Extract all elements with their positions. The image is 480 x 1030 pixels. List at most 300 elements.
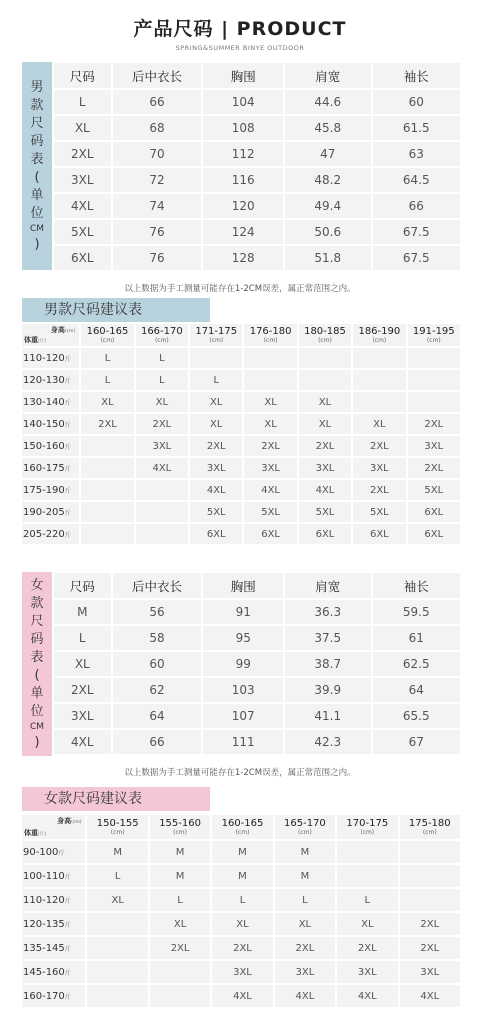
corner-weight-text: 体重	[24, 829, 38, 837]
table-cell	[244, 370, 296, 390]
table-cell: 3XL	[244, 458, 296, 478]
table-cell: 3XL	[136, 436, 188, 456]
weight-range: 110-120	[23, 352, 65, 364]
table-cell: 5XL	[299, 502, 351, 522]
table-cell: 2XL	[337, 937, 397, 959]
height-range: 166-170	[140, 326, 183, 337]
column-header: 后中衣长	[113, 63, 202, 88]
table-cell: 2XL	[212, 937, 272, 959]
table-row	[22, 502, 460, 522]
height-header	[400, 815, 460, 839]
table-cell: 2XL	[244, 436, 296, 456]
table-row	[22, 348, 460, 368]
side-label-char: 女	[30, 577, 44, 593]
table-cell: 44.6	[285, 90, 371, 114]
header-row	[22, 324, 460, 346]
table-cell: 3XL	[275, 961, 335, 983]
table-cell: 6XL	[190, 524, 242, 544]
weight-unit: 斤	[64, 921, 71, 929]
height-header	[81, 324, 133, 346]
table-row	[54, 168, 460, 192]
table-cell: 56	[113, 600, 202, 624]
table-row	[22, 841, 460, 863]
weight-range: 140-150	[23, 418, 65, 430]
table-cell: 5XL	[190, 502, 242, 522]
table-cell: 51.8	[285, 246, 371, 270]
column-header: 胸围	[203, 63, 283, 88]
table-cell: 116	[203, 168, 283, 192]
column-header: 尺码	[54, 63, 111, 88]
height-range: 150-155	[96, 818, 139, 829]
corner-height-label	[51, 325, 75, 335]
table-cell: 2XL	[299, 436, 351, 456]
header-row	[22, 815, 460, 839]
side-unit-close: )	[34, 734, 40, 750]
height-unit: (cm)	[209, 337, 224, 344]
women-rec-table	[20, 813, 462, 1009]
table-cell: 47	[285, 142, 371, 166]
side-label-char: 码	[30, 133, 44, 149]
height-range: 175-180	[408, 818, 451, 829]
table-cell: 111	[203, 730, 283, 754]
table-row	[54, 626, 460, 650]
table-cell: 3XL	[190, 458, 242, 478]
height-header	[190, 324, 242, 346]
height-unit: (cm)	[360, 829, 375, 836]
table-cell: 72	[113, 168, 202, 192]
height-unit: (cm)	[110, 829, 125, 836]
table-cell: 36.3	[285, 600, 371, 624]
weight-cell	[22, 370, 79, 390]
height-range: 165-170	[284, 818, 326, 829]
table-cell: 37.5	[285, 626, 371, 650]
table-row	[54, 600, 460, 624]
page-title: 产品尺码 | PRODUCT	[133, 18, 347, 40]
weight-unit: 斤	[64, 531, 71, 539]
table-cell: L	[54, 626, 111, 650]
table-cell: 4XL	[400, 985, 460, 1007]
table-cell: 112	[203, 142, 283, 166]
table-cell: 67.5	[373, 246, 460, 270]
column-header: 肩宽	[285, 573, 371, 598]
table-cell: 4XL	[54, 194, 111, 218]
table-cell	[408, 392, 460, 412]
table-cell: 3XL	[212, 961, 272, 983]
table-cell: 4XL	[212, 985, 272, 1007]
table-cell: XL	[54, 652, 111, 676]
table-cell: 107	[203, 704, 283, 728]
weight-unit: 斤	[58, 849, 65, 857]
table-row	[54, 220, 460, 244]
page-subtitle: SPRING&SUMMER BINYE OUTDOOR	[175, 44, 305, 52]
table-cell: 2XL	[54, 678, 111, 702]
table-cell: 64.5	[373, 168, 460, 192]
table-cell: 6XL	[408, 524, 460, 544]
weight-unit: 斤	[64, 897, 71, 905]
weight-cell	[22, 348, 79, 368]
table-cell: 103	[203, 678, 283, 702]
table-cell	[337, 865, 397, 887]
column-header: 胸围	[203, 573, 283, 598]
table-cell	[353, 348, 405, 368]
table-cell: 61.5	[373, 116, 460, 140]
side-unit-char: (	[34, 667, 40, 683]
women-size-table	[52, 571, 462, 756]
table-cell: M	[150, 865, 210, 887]
table-cell: 2XL	[408, 414, 460, 434]
table-row	[22, 985, 460, 1007]
weight-cell	[22, 913, 85, 935]
column-header: 尺码	[54, 573, 111, 598]
weight-range: 130-140	[23, 396, 65, 408]
side-label-char: 男	[30, 79, 44, 95]
table-cell: 3XL	[299, 458, 351, 478]
height-header	[408, 324, 460, 346]
weight-cell	[22, 937, 85, 959]
table-cell: 2XL	[81, 414, 133, 434]
side-unit-cm: CM	[29, 223, 45, 234]
side-label-char: 尺	[30, 613, 44, 629]
table-cell	[299, 348, 351, 368]
side-unit-char: 位	[30, 703, 44, 719]
height-unit: (cm)	[297, 829, 312, 836]
table-row	[22, 937, 460, 959]
height-header	[150, 815, 210, 839]
table-cell	[81, 480, 133, 500]
table-cell: M	[54, 600, 111, 624]
weight-cell	[22, 392, 79, 412]
side-unit-cm: CM	[29, 721, 45, 732]
table-cell: 2XL	[136, 414, 188, 434]
weight-unit: 斤	[64, 465, 71, 473]
height-unit: (cm)	[154, 337, 169, 344]
weight-unit: 斤	[64, 487, 71, 495]
table-cell: 67	[373, 730, 460, 754]
table-cell: 6XL	[408, 502, 460, 522]
table-cell	[136, 480, 188, 500]
column-header: 后中衣长	[113, 573, 202, 598]
table-cell: 6XL	[299, 524, 351, 544]
corner-weight-label	[24, 335, 46, 345]
corner-height-label	[57, 816, 81, 826]
table-cell: 3XL	[408, 436, 460, 456]
table-cell: 67.5	[373, 220, 460, 244]
table-cell: XL	[244, 392, 296, 412]
weight-range: 190-205	[23, 506, 65, 518]
table-row	[54, 142, 460, 166]
table-row	[54, 194, 460, 218]
weight-range: 90-100	[23, 846, 59, 858]
table-cell: XL	[81, 392, 133, 412]
table-cell: XL	[190, 414, 242, 434]
corner-weight-text: 体重	[24, 336, 38, 344]
men-size-side-label	[22, 62, 52, 270]
table-cell: 2XL	[54, 142, 111, 166]
table-cell: 58	[113, 626, 202, 650]
table-cell: 62.5	[373, 652, 460, 676]
table-cell: 48.2	[285, 168, 371, 192]
table-cell	[400, 841, 460, 863]
table-row	[54, 652, 460, 676]
table-cell: 2XL	[400, 913, 460, 935]
table-cell: 64	[113, 704, 202, 728]
table-row	[54, 730, 460, 754]
height-range: 160-165	[221, 818, 264, 829]
table-cell: 124	[203, 220, 283, 244]
weight-unit: 斤	[64, 377, 71, 385]
table-cell: XL	[212, 913, 272, 935]
weight-cell	[22, 524, 79, 544]
corner-height-text: 身高	[57, 817, 72, 825]
table-row	[22, 392, 460, 412]
table-cell: 104	[203, 90, 283, 114]
table-cell: 59.5	[373, 600, 460, 624]
side-label-char: 表	[30, 649, 44, 665]
height-unit: (cm)	[426, 337, 441, 344]
table-row	[54, 704, 460, 728]
height-range: 180-185	[304, 326, 346, 337]
side-label-char: 尺	[30, 115, 44, 131]
weight-range: 100-110	[23, 870, 65, 882]
table-cell: 120	[203, 194, 283, 218]
side-unit-char: 位	[30, 205, 44, 221]
table-cell: XL	[136, 392, 188, 412]
table-cell: XL	[275, 913, 335, 935]
weight-range: 120-135	[23, 918, 65, 930]
weight-range: 120-130	[23, 374, 65, 386]
table-row	[22, 524, 460, 544]
table-cell: 91	[203, 600, 283, 624]
table-cell: 4XL	[337, 985, 397, 1007]
table-cell: 4XL	[244, 480, 296, 500]
table-cell: 76	[113, 246, 202, 270]
weight-range: 160-170	[23, 990, 65, 1002]
height-range: 191-195	[412, 326, 455, 337]
table-cell: 95	[203, 626, 283, 650]
corner-weight-label	[24, 828, 46, 838]
table-cell: XL	[337, 913, 397, 935]
table-cell: 5XL	[244, 502, 296, 522]
height-range: 171-175	[195, 326, 238, 337]
table-row	[54, 678, 460, 702]
weight-cell	[22, 961, 85, 983]
table-cell: 3XL	[54, 168, 111, 192]
table-cell: 2XL	[275, 937, 335, 959]
table-cell: 38.7	[285, 652, 371, 676]
table-row	[22, 913, 460, 935]
table-cell: 66	[113, 90, 202, 114]
table-cell: M	[275, 841, 335, 863]
corner-cell	[22, 815, 85, 839]
weight-cell	[22, 841, 85, 863]
weight-cell	[22, 985, 85, 1007]
table-cell	[353, 370, 405, 390]
table-cell: 62	[113, 678, 202, 702]
weight-cell	[22, 865, 85, 887]
table-cell: 70	[113, 142, 202, 166]
table-cell: 2XL	[353, 480, 405, 500]
men-size-note: 以上数据为手工测量可能存在1-2CM误差，属正常范围之内。	[124, 284, 356, 294]
table-cell	[150, 985, 210, 1007]
weight-range: 205-220	[23, 528, 65, 540]
table-cell: 6XL	[244, 524, 296, 544]
height-header	[299, 324, 351, 346]
table-cell: 4XL	[190, 480, 242, 500]
table-cell: 68	[113, 116, 202, 140]
weight-cell	[22, 458, 79, 478]
corner-height-text: 身高	[50, 326, 65, 334]
table-cell: 39.9	[285, 678, 371, 702]
table-cell: 66	[373, 194, 460, 218]
side-unit-char: (	[34, 169, 40, 185]
weight-cell	[22, 502, 79, 522]
women-rec-title: 女款尺码建议表	[22, 787, 210, 811]
table-cell: 76	[113, 220, 202, 244]
table-cell	[87, 985, 147, 1007]
table-cell	[299, 370, 351, 390]
table-cell: L	[54, 90, 111, 114]
table-cell: 4XL	[299, 480, 351, 500]
table-cell: XL	[244, 414, 296, 434]
table-row	[22, 480, 460, 500]
header-row	[54, 63, 460, 88]
table-cell	[353, 392, 405, 412]
weight-range: 110-120	[23, 894, 65, 906]
height-unit: (cm)	[372, 337, 387, 344]
table-cell: 2XL	[400, 937, 460, 959]
side-unit-close: )	[34, 236, 40, 252]
header-row	[54, 573, 460, 598]
table-cell: 2XL	[150, 937, 210, 959]
height-unit: (cm)	[263, 337, 278, 344]
column-header: 袖长	[373, 63, 460, 88]
table-cell	[136, 524, 188, 544]
table-cell: 49.4	[285, 194, 371, 218]
table-cell: L	[150, 889, 210, 911]
table-cell: XL	[150, 913, 210, 935]
corner-height-unit: (cm)	[64, 329, 76, 334]
table-cell: 5XL	[54, 220, 111, 244]
height-header	[87, 815, 147, 839]
table-cell: 6XL	[353, 524, 405, 544]
table-cell	[400, 889, 460, 911]
women-size-side-label	[22, 572, 52, 756]
table-cell	[150, 961, 210, 983]
table-cell: L	[87, 865, 147, 887]
table-cell	[87, 937, 147, 959]
table-cell: XL	[87, 889, 147, 911]
table-cell: 66	[113, 730, 202, 754]
corner-cell	[22, 324, 79, 346]
table-row	[22, 436, 460, 456]
table-cell: 4XL	[136, 458, 188, 478]
table-row	[22, 458, 460, 478]
table-cell: 50.6	[285, 220, 371, 244]
table-row	[22, 961, 460, 983]
table-cell	[337, 841, 397, 863]
side-unit-char: 单	[30, 685, 44, 701]
height-header	[136, 324, 188, 346]
weight-cell	[22, 414, 79, 434]
weight-unit: 斤	[64, 969, 71, 977]
column-header: 袖长	[373, 573, 460, 598]
table-cell: 3XL	[353, 458, 405, 478]
table-cell: 63	[373, 142, 460, 166]
table-cell: 2XL	[408, 458, 460, 478]
table-cell: L	[81, 370, 133, 390]
table-cell: L	[275, 889, 335, 911]
table-cell: M	[150, 841, 210, 863]
men-rec-table	[20, 322, 462, 546]
height-unit: (cm)	[173, 829, 187, 836]
height-unit: (cm)	[100, 337, 115, 344]
height-range: 170-175	[346, 818, 389, 829]
weight-cell	[22, 889, 85, 911]
table-row	[54, 116, 460, 140]
height-header	[337, 815, 397, 839]
table-cell	[408, 348, 460, 368]
weight-unit: 斤	[64, 873, 71, 881]
height-range: 176-180	[249, 326, 292, 337]
table-cell	[81, 502, 133, 522]
table-cell: 3XL	[54, 704, 111, 728]
table-cell: L	[212, 889, 272, 911]
table-cell: 128	[203, 246, 283, 270]
side-unit-char: 单	[30, 187, 44, 203]
weight-unit: 斤	[64, 509, 71, 517]
table-row	[54, 90, 460, 114]
height-unit: (cm)	[318, 337, 332, 344]
side-label-char: 款	[30, 595, 44, 611]
table-cell: 61	[373, 626, 460, 650]
table-cell: 3XL	[337, 961, 397, 983]
table-cell: 5XL	[408, 480, 460, 500]
weight-range: 150-160	[23, 440, 65, 452]
weight-unit: 斤	[64, 399, 71, 407]
table-cell: L	[136, 370, 188, 390]
table-cell: 42.3	[285, 730, 371, 754]
side-label-char: 表	[30, 151, 44, 167]
table-cell	[244, 348, 296, 368]
corner-weight-unit: (斤)	[38, 339, 47, 344]
weight-unit: 斤	[64, 355, 71, 363]
table-cell: L	[136, 348, 188, 368]
table-cell: XL	[353, 414, 405, 434]
table-cell: 6XL	[54, 246, 111, 270]
height-unit: (cm)	[422, 829, 437, 836]
table-cell: 4XL	[54, 730, 111, 754]
table-cell: 64	[373, 678, 460, 702]
table-cell: L	[81, 348, 133, 368]
table-row	[22, 370, 460, 390]
height-header	[244, 324, 296, 346]
table-row	[54, 246, 460, 270]
table-cell: 60	[373, 90, 460, 114]
weight-range: 175-190	[23, 484, 65, 496]
table-cell: 99	[203, 652, 283, 676]
table-cell: M	[212, 841, 272, 863]
table-cell: 41.1	[285, 704, 371, 728]
side-label-char: 码	[30, 631, 44, 647]
table-cell: 3XL	[400, 961, 460, 983]
height-range: 155-160	[159, 818, 201, 829]
table-cell: XL	[299, 392, 351, 412]
table-cell: M	[275, 865, 335, 887]
weight-range: 135-145	[23, 942, 65, 954]
table-cell	[87, 961, 147, 983]
table-cell: L	[190, 370, 242, 390]
men-rec-title: 男款尺码建议表	[22, 298, 210, 322]
